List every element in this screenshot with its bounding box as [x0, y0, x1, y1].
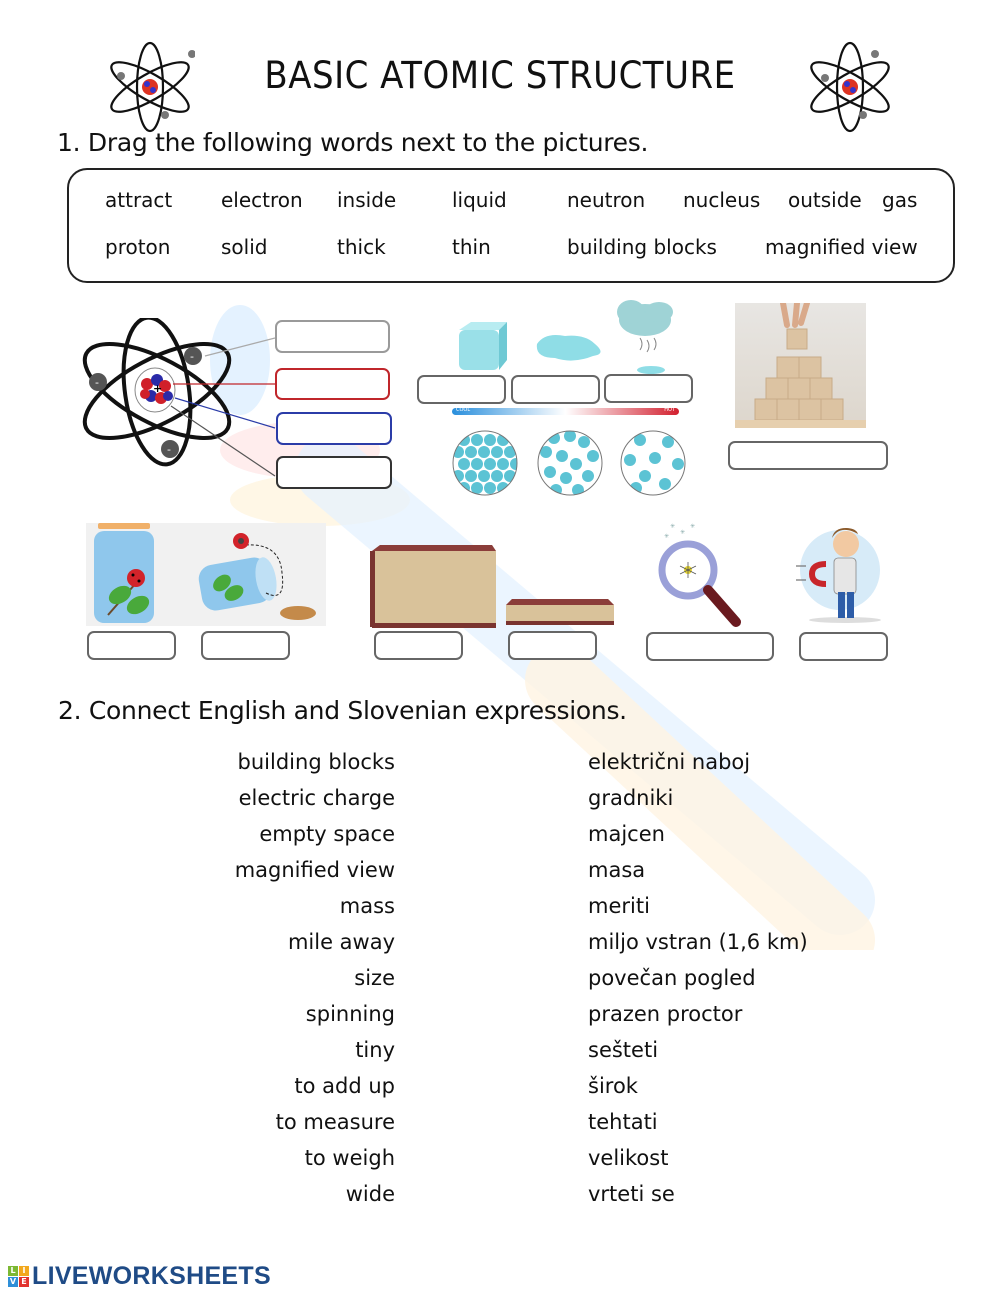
temperature-bar [452, 408, 679, 415]
logo-blocks-icon: L I V E [8, 1266, 29, 1287]
drop-box-solid[interactable] [417, 375, 506, 404]
drop-box-atom-2[interactable] [275, 368, 390, 400]
particle-diagrams [450, 428, 690, 498]
english-term[interactable]: to measure [275, 1110, 395, 1134]
english-term[interactable]: building blocks [237, 750, 395, 774]
slovenian-term[interactable]: električni naboj [588, 750, 751, 774]
slovenian-term[interactable]: gradniki [588, 786, 674, 810]
english-term[interactable]: empty space [259, 822, 395, 846]
word-neutron[interactable]: neutron [567, 188, 646, 212]
drop-box-magnet[interactable] [799, 632, 888, 661]
states-of-matter-pictures [445, 298, 705, 376]
slovenian-term[interactable]: meriti [588, 894, 650, 918]
slovenian-term[interactable]: majcen [588, 822, 665, 846]
word-building-blocks[interactable]: building blocks [567, 235, 717, 259]
closed-jar-icon [94, 523, 154, 623]
steam-cloud-icon [617, 300, 673, 374]
drop-box-liquid[interactable] [511, 375, 600, 404]
drop-box-atom-3[interactable] [276, 412, 392, 445]
word-magnified-view[interactable]: magnified view [765, 235, 918, 259]
english-term[interactable]: magnified view [234, 858, 395, 882]
slovenian-term[interactable]: prazen proctor [588, 1002, 743, 1026]
svg-text:-: - [190, 350, 194, 363]
page-title: BASIC ATOMIC STRUCTURE [264, 54, 736, 98]
slovenian-term[interactable]: povečan pogled [588, 966, 756, 990]
drop-box-atom-4[interactable] [276, 456, 392, 489]
slovenian-term[interactable]: sešteti [588, 1038, 659, 1062]
svg-text:+: + [153, 382, 163, 395]
word-proton[interactable]: proton [105, 235, 171, 259]
word-attract[interactable]: attract [105, 188, 173, 212]
water-puddle-icon [537, 335, 601, 361]
word-thin[interactable]: thin [452, 235, 491, 259]
exercise-1-heading: 1. Drag the following words next to the pictures. [57, 128, 649, 157]
thin-book-icon [506, 599, 614, 625]
ladybug-jars-picture [86, 523, 326, 626]
english-term[interactable]: electric charge [238, 786, 395, 810]
slovenian-term[interactable]: širok [588, 1074, 638, 1098]
slovenian-term[interactable]: tehtati [588, 1110, 658, 1134]
slovenian-term[interactable]: miljo vstran (1,6 km) [588, 930, 808, 954]
exercise-2-heading: 2. Connect English and Slovenian expressions. [58, 696, 627, 725]
drop-box-thin[interactable] [508, 631, 597, 660]
english-term[interactable]: wide [345, 1182, 395, 1206]
open-jar-icon [197, 533, 316, 620]
drop-box-building-blocks[interactable] [728, 441, 888, 470]
wooden-blocks-icon [735, 303, 866, 428]
english-term[interactable]: tiny [355, 1038, 395, 1062]
svg-text:✳: ✳ [690, 523, 696, 530]
building-blocks-photo [735, 303, 866, 428]
drop-box-thick[interactable] [374, 631, 463, 660]
word-nucleus[interactable]: nucleus [683, 188, 761, 212]
logo-text: LIVEWORKSHEETS [32, 1262, 271, 1290]
drop-box-atom-1[interactable] [275, 320, 390, 353]
svg-text:✳: ✳ [664, 533, 670, 540]
thick-book-icon [370, 545, 496, 628]
slovenian-term[interactable]: masa [588, 858, 646, 882]
word-gas[interactable]: gas [882, 188, 918, 212]
english-term[interactable]: spinning [305, 1002, 395, 1026]
magnifying-glass-icon [650, 520, 745, 628]
english-term[interactable]: size [354, 966, 395, 990]
slovenian-term[interactable]: velikost [588, 1146, 669, 1170]
english-term[interactable]: mile away [287, 930, 395, 954]
svg-text:-: - [95, 376, 99, 389]
svg-text:✳: ✳ [680, 529, 686, 536]
word-solid[interactable]: solid [221, 235, 268, 259]
slovenian-term[interactable]: vrteti se [588, 1182, 675, 1206]
books-picture [368, 543, 618, 629]
word-bank [67, 168, 955, 283]
drop-box-magnifier[interactable] [646, 632, 774, 661]
cool-label: COOL [456, 407, 471, 413]
drop-box-gas[interactable] [604, 374, 693, 403]
english-term[interactable]: to weigh [304, 1146, 395, 1170]
man-with-magnet-icon [790, 520, 885, 628]
english-term[interactable]: mass [339, 894, 395, 918]
word-inside[interactable]: inside [337, 188, 397, 212]
svg-text:✳: ✳ [670, 523, 676, 530]
svg-text:-: - [167, 443, 171, 456]
hot-label: HOT [664, 407, 675, 413]
word-outside[interactable]: outside [788, 188, 862, 212]
english-term[interactable]: to add up [294, 1074, 395, 1098]
drop-box-jar-inside[interactable] [87, 631, 176, 660]
word-electron[interactable]: electron [221, 188, 303, 212]
drop-box-jar-outside[interactable] [201, 631, 290, 660]
word-liquid[interactable]: liquid [452, 188, 507, 212]
word-thick[interactable]: thick [337, 235, 386, 259]
liveworksheets-logo[interactable] [8, 1262, 271, 1291]
ice-cube-icon [459, 322, 507, 370]
